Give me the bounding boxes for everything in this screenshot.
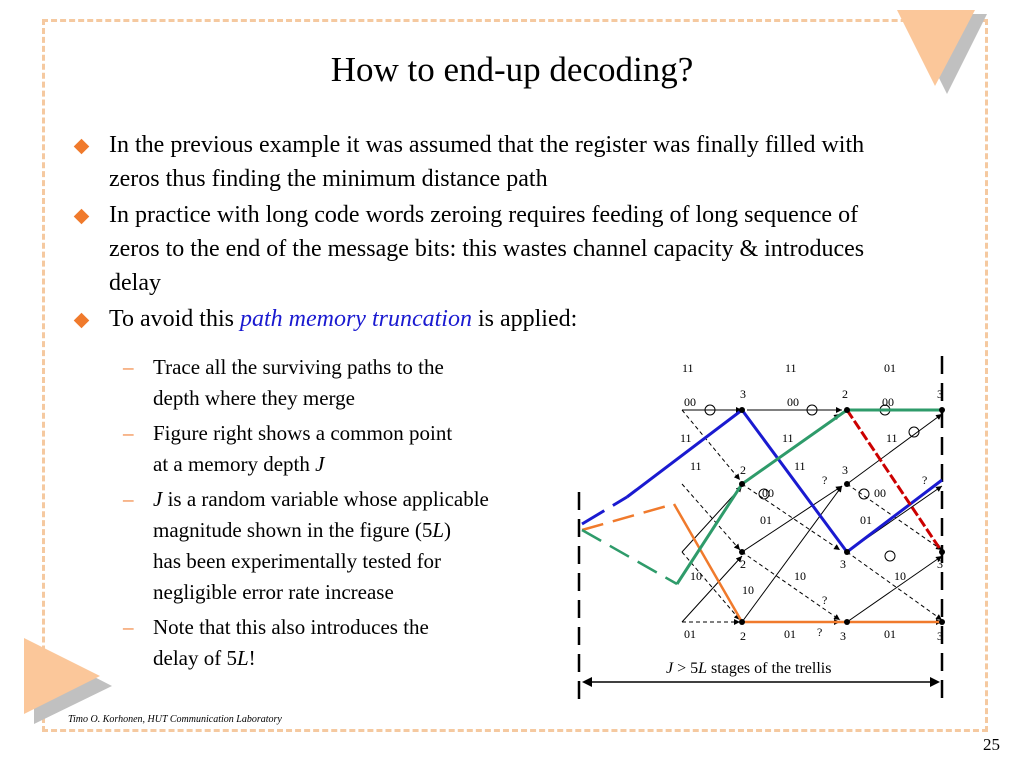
trellis-branch-dashed <box>847 552 942 620</box>
trellis-diagram <box>572 352 952 704</box>
question-mark: ? <box>822 593 828 607</box>
branch-label: 11 <box>782 431 794 445</box>
question-mark: ? <box>922 473 928 487</box>
branch-label: 11 <box>680 431 692 445</box>
left-arrowhead-icon <box>582 677 592 687</box>
bullet-text-before: To avoid this <box>109 306 240 332</box>
bullet-list <box>72 128 912 338</box>
branch-label: 10 <box>794 569 806 583</box>
trellis-node <box>844 407 850 413</box>
footer-credit: Timo O. Korhonen, HUT Communication Laboratory <box>68 714 282 725</box>
sub-bullet-line: negligible error rate increase <box>153 580 394 604</box>
trellis-branch-dashed <box>682 484 740 550</box>
branch-label: 10 <box>742 583 754 597</box>
trellis-node <box>739 619 745 625</box>
path-metric: 2 <box>740 557 746 571</box>
trellis-branch <box>742 486 842 552</box>
branch-label: 11 <box>690 459 702 473</box>
trellis-caption: J > 5L stages of the trellis <box>666 660 832 677</box>
question-mark: ? <box>817 625 823 639</box>
sub-bullet-line: Figure right shows a common point <box>153 421 453 445</box>
sub-bullet-line-end: ! <box>248 646 256 670</box>
slide-title: How to end-up decoding? <box>330 50 694 89</box>
trellis-node <box>939 619 945 625</box>
branch-label: 00 <box>882 395 894 409</box>
path-metric: 3 <box>840 629 846 643</box>
trellis-node <box>739 549 745 555</box>
dash-bullet-icon: – <box>123 421 134 445</box>
trellis-node <box>739 481 745 487</box>
diamond-bullet-icon <box>74 139 90 155</box>
bullet-item <box>72 302 912 336</box>
sub-bullet-line-end: ) <box>444 518 452 542</box>
trellis-branch <box>847 414 942 484</box>
trellis-node <box>939 407 945 413</box>
branch-label: 01 <box>884 627 896 641</box>
branch-label: 10 <box>894 569 906 583</box>
path-metric: 2 <box>740 463 746 477</box>
sub-bullet-line: depth where they merge <box>153 386 355 410</box>
dash-bullet-icon: – <box>123 487 134 511</box>
sub-bullet-item <box>123 418 583 480</box>
variable-l: L <box>432 518 445 542</box>
path-metric: 3 <box>937 557 943 571</box>
variable-l: L <box>236 646 249 670</box>
variable-j: J <box>153 487 163 511</box>
dash-bullet-icon: – <box>123 615 134 639</box>
trellis-branch <box>847 556 942 622</box>
trellis-node <box>939 549 945 555</box>
green-survivor-path <box>677 410 942 584</box>
trellis-node <box>739 407 745 413</box>
path-metric: 2 <box>842 387 848 401</box>
branch-label: 01 <box>784 627 796 641</box>
trellis-node <box>844 619 850 625</box>
sub-bullet-item <box>123 484 583 608</box>
variable-j: J <box>315 452 325 476</box>
sub-bullet-line: delay of 5 <box>153 646 237 670</box>
trellis-node <box>844 549 850 555</box>
branch-label: 01 <box>884 361 896 375</box>
sub-bullet-item <box>123 612 583 674</box>
sub-bullet-line: is a random variable whose applicable <box>162 487 489 511</box>
sub-bullet-line: magnitude shown in the figure (5 <box>153 518 433 542</box>
branch-label: 00 <box>684 395 696 409</box>
sub-bullet-line: at a memory depth <box>153 452 316 476</box>
trellis-node <box>844 481 850 487</box>
dash-bullet-icon: – <box>123 355 134 379</box>
question-mark: ? <box>822 473 828 487</box>
branch-label: 11 <box>886 431 898 445</box>
bullet-item <box>72 198 912 300</box>
branch-label: 11 <box>682 361 694 375</box>
path-metric: 3 <box>840 557 846 571</box>
green-survivor-path <box>582 530 677 584</box>
diamond-bullet-icon <box>74 313 90 329</box>
branch-label: 10 <box>690 569 702 583</box>
branch-label: 01 <box>760 513 772 527</box>
branch-label: 00 <box>787 395 799 409</box>
sub-bullet-line: Note that this also introduces the <box>153 615 429 639</box>
path-metric: 2 <box>740 629 746 643</box>
sub-bullet-item <box>123 352 583 414</box>
diamond-bullet-icon <box>74 209 90 225</box>
path-metric: 3 <box>740 387 746 401</box>
sub-bullet-line: has been experimentally tested for <box>153 549 442 573</box>
branch-marker-circle <box>859 489 869 499</box>
branch-label: 01 <box>860 513 872 527</box>
branch-label: 00 <box>762 486 774 500</box>
sub-bullet-line: Trace all the surviving paths to the <box>153 355 444 379</box>
path-metric: 3 <box>937 629 943 643</box>
bullet-item <box>72 128 912 196</box>
trellis-branch-dashed <box>742 552 840 620</box>
bullet-text: In the previous example it was assumed that the register was finally filled with zeros thus finding the minimum distance path <box>109 132 865 192</box>
branch-label: 11 <box>785 361 797 375</box>
path-memory-truncation-term: path memory truncation <box>239 306 472 332</box>
branch-marker-circle <box>885 551 895 561</box>
branch-label: 00 <box>874 486 886 500</box>
branch-label: 01 <box>684 627 696 641</box>
page-number: 25 <box>983 735 1000 754</box>
trellis-branch-dashed <box>742 484 840 550</box>
right-arrowhead-icon <box>930 677 940 687</box>
path-metric: 3 <box>842 463 848 477</box>
branch-label: 11 <box>794 459 806 473</box>
bullet-text-after: is applied: <box>471 306 578 332</box>
path-metric: 3 <box>937 387 943 401</box>
bullet-text: In practice with long code words zeroing requires feeding of long sequence of zeros to the end of the message bits: this wastes channel capacity & introduces delay <box>109 202 865 296</box>
sub-bullet-list <box>123 352 583 678</box>
